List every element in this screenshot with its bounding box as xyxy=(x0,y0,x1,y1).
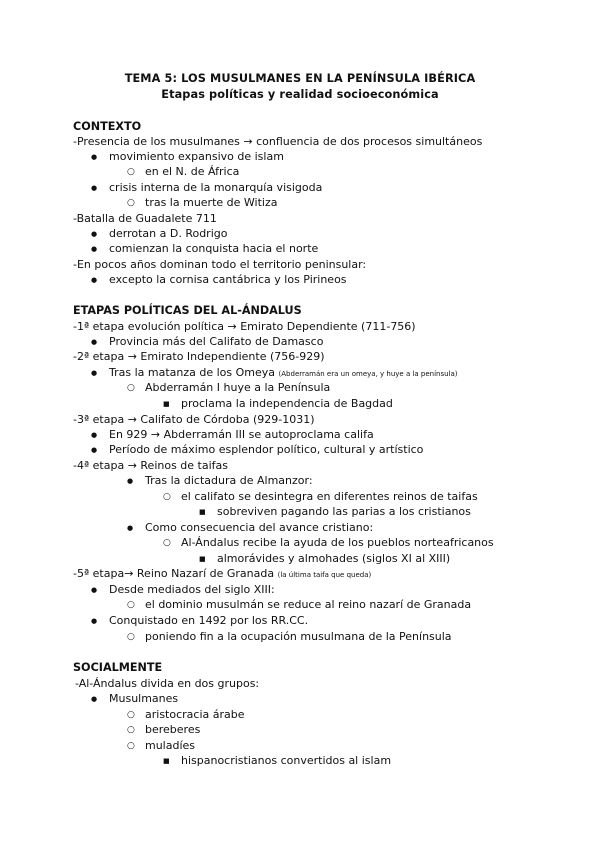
list-item: almorávides y almohades (siglos XI al XIII) xyxy=(217,552,451,565)
bullet-disc-icon xyxy=(91,227,97,241)
list-item: excepto la cornisa cantábrica y los Pirineos xyxy=(109,273,347,286)
text-line xyxy=(73,567,371,582)
list-item: muladíes xyxy=(145,739,196,752)
list-item: derrotan a D. Rodrigo xyxy=(109,227,228,240)
bullet-circle-icon xyxy=(127,598,135,612)
text-line: -2ª etapa → Emirato Independiente (756-929) xyxy=(73,350,325,363)
bullet-disc-icon xyxy=(91,335,97,349)
section-heading-contexto: CONTEXTO xyxy=(73,120,142,133)
bullet-square-icon xyxy=(163,754,170,768)
bullet-circle-icon xyxy=(127,381,135,395)
bullet-circle-icon xyxy=(127,739,135,753)
section-heading-socialmente: SOCIALMENTE xyxy=(73,661,163,674)
list-item: Abderramán I huye a la Península xyxy=(145,381,331,394)
bullet-disc-icon xyxy=(91,273,97,287)
list-item: Provincia más del Califato de Damasco xyxy=(109,335,324,348)
list-item: el dominio musulmán se reduce al reino nazarí de Granada xyxy=(145,598,472,611)
list-item: Conquistado en 1492 por los RR.CC. xyxy=(109,614,309,627)
text-line: -1ª etapa evolución política → Emirato Dependiente (711-756) xyxy=(73,320,416,333)
bullet-square-icon xyxy=(199,552,206,566)
bullet-circle-icon xyxy=(127,723,135,737)
list-item: proclama la independencia de Bagdad xyxy=(181,397,393,410)
text-line: -En pocos años dominan todo el territorio peninsular: xyxy=(73,258,367,271)
list-item xyxy=(109,366,458,381)
list-item: tras la muerte de Witiza xyxy=(145,196,278,209)
section-heading-etapas: ETAPAS POLÍTICAS DEL AL-ÁNDALUS xyxy=(73,304,302,317)
bullet-disc-icon xyxy=(91,181,97,195)
list-item: crisis interna de la monarquía visigoda xyxy=(109,181,323,194)
document-subtitle: Etapas políticas y realidad socioeconómica xyxy=(161,88,439,101)
bullet-disc-icon xyxy=(91,366,97,380)
bullet-disc-icon xyxy=(91,614,97,628)
list-item: Tras la dictadura de Almanzor: xyxy=(145,474,313,487)
list-item: comienzan la conquista hacia el norte xyxy=(109,242,319,255)
side-note: (la última taifa que queda) xyxy=(277,571,372,579)
text-line: -Presencia de los musulmanes → confluencia de dos procesos simultáneos xyxy=(73,135,483,148)
bullet-disc-icon xyxy=(127,521,133,535)
bullet-square-icon xyxy=(199,505,206,519)
bullet-disc-icon xyxy=(91,692,97,706)
text-line: -4ª etapa → Reinos de taifas xyxy=(73,459,229,472)
list-item: Desde mediados del siglo XIII: xyxy=(109,583,275,596)
text-line: -3ª etapa → Califato de Córdoba (929-1031) xyxy=(73,413,315,426)
bullet-disc-icon xyxy=(91,443,97,457)
list-item: Al-Ándalus recibe la ayuda de los pueblos norteafricanos xyxy=(181,536,494,549)
list-item: Período de máximo esplendor político, cultural y artístico xyxy=(109,443,424,456)
bullet-disc-icon xyxy=(91,428,97,442)
text-line: -Batalla de Guadalete 711 xyxy=(73,212,217,225)
list-item: hispanocristianos convertidos al islam xyxy=(181,754,392,767)
list-item: Musulmanes xyxy=(109,692,179,705)
list-item-text: Tras la matanza de los Omeya xyxy=(109,366,276,379)
bullet-circle-icon xyxy=(163,490,171,504)
side-note: (Abderramán era un omeya, y huye a la península) xyxy=(278,370,458,378)
list-item: En 929 → Abderramán III se autoproclama califa xyxy=(109,428,374,441)
list-item: en el N. de África xyxy=(145,165,240,178)
text-line-main: -5ª etapa→ Reino Nazarí de Granada xyxy=(73,567,275,580)
bullet-circle-icon xyxy=(127,165,135,179)
bullet-circle-icon xyxy=(163,536,171,550)
list-item: movimiento expansivo de islam xyxy=(109,150,284,163)
bullet-disc-icon xyxy=(91,242,97,256)
text-line: -Al-Ándalus divida en dos grupos: xyxy=(75,677,260,690)
list-item: poniendo fin a la ocupación musulmana de la Península xyxy=(145,630,452,643)
document-title: TEMA 5: LOS MUSULMANES EN LA PENÍNSULA IBÉRICA xyxy=(124,72,476,85)
bullet-circle-icon xyxy=(127,708,135,722)
bullet-disc-icon xyxy=(127,474,133,488)
bullet-disc-icon xyxy=(91,583,97,597)
bullet-circle-icon xyxy=(127,196,135,210)
bullet-circle-icon xyxy=(127,630,135,644)
bullet-disc-icon xyxy=(91,150,97,164)
list-item: sobreviven pagando las parias a los cristianos xyxy=(217,505,471,518)
bullet-square-icon xyxy=(163,397,170,411)
list-item: bereberes xyxy=(145,723,201,736)
list-item: aristocracia árabe xyxy=(145,708,245,721)
list-item: el califato se desintegra en diferentes reinos de taifas xyxy=(181,490,478,503)
list-item: Como consecuencia del avance cristiano: xyxy=(145,521,374,534)
